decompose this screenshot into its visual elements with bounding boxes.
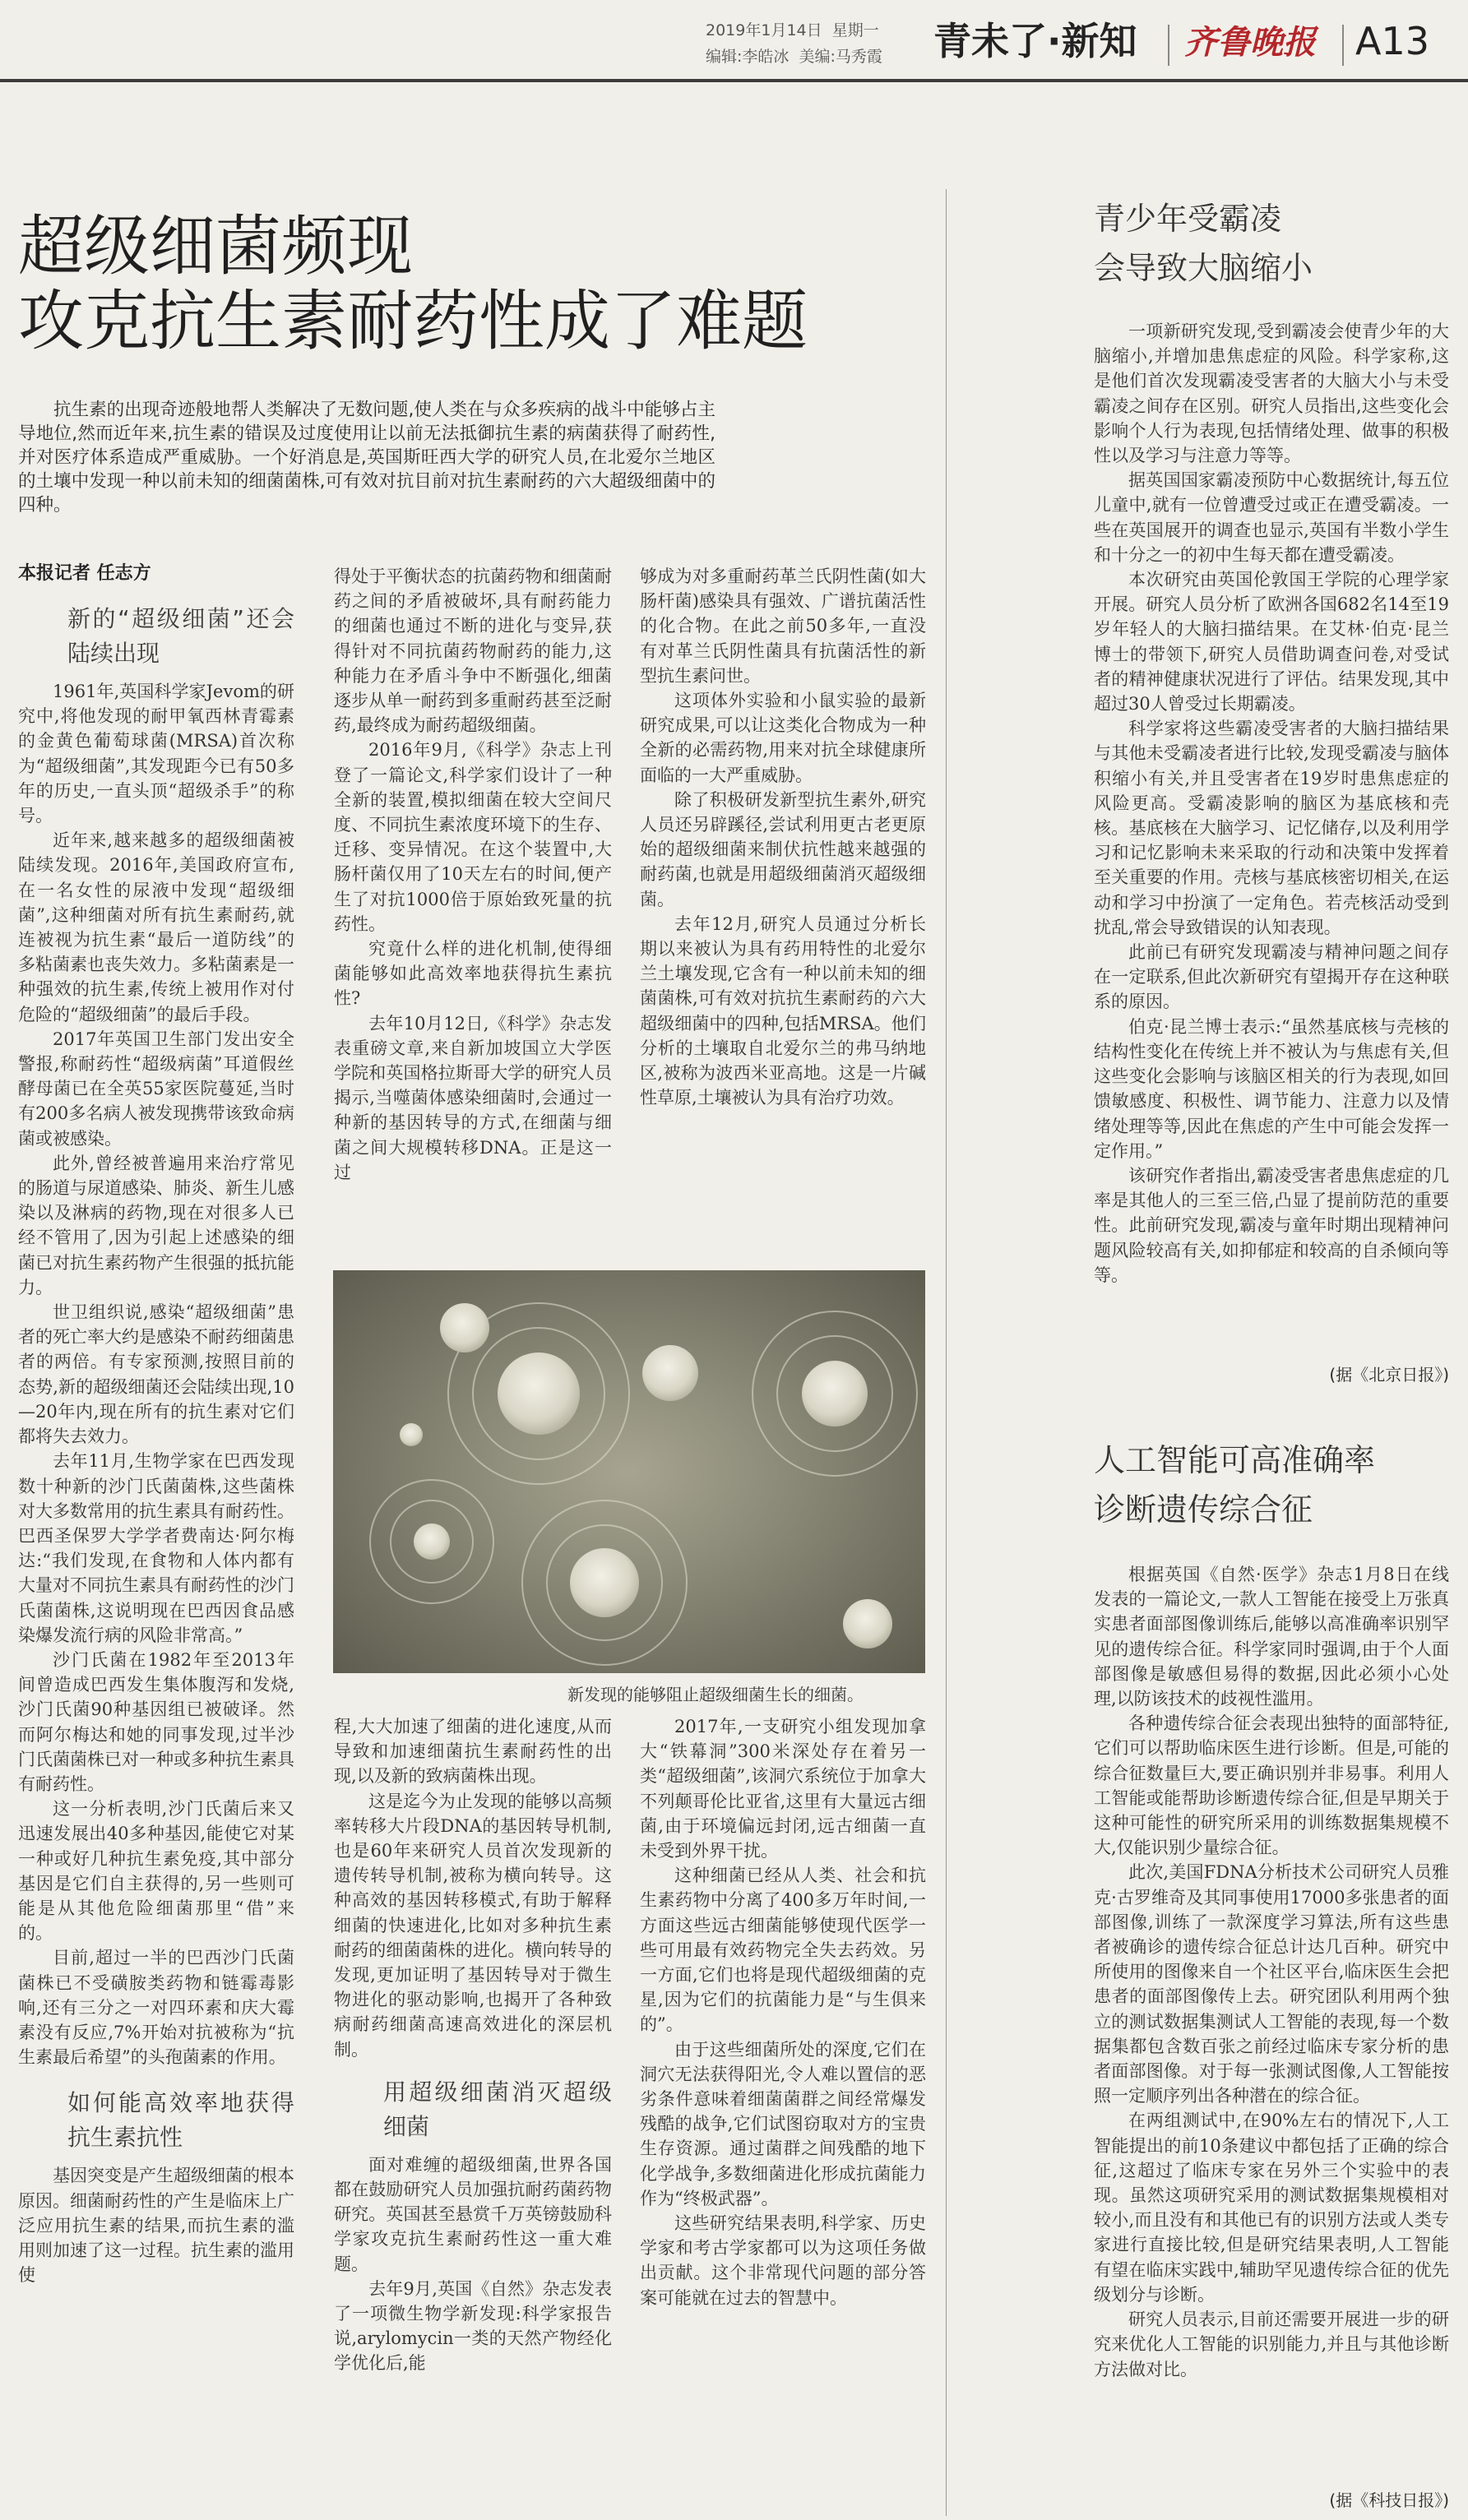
side1-paragraph: 一项新研究发现,受到霸凌会使青少年的大脑缩小,并增加患焦虑症的风险。科学家称,这是他们首次发现霸凌受害者的大脑大小与未受霸凌之间存在区别。研究人员指出,这些变化会影响个人行为表现,包括情绪处理、做事的积极性以及学习与注意力等等。 — [1094, 321, 1449, 466]
col2-paragraph: 得处于平衡状态的抗菌药物和细菌耐药之间的矛盾被破坏,具有耐药能力的细菌也通过不断的进化与变异,获得针对不同抗菌药物耐药的能力,这种能力在矛盾斗争中不断强化,细菌逐步从单一耐药到多重耐药甚至泛耐药,最终成为耐药超级细菌。 — [334, 566, 612, 736]
weekday-text: 星期一 — [831, 21, 879, 39]
col1-paragraph: 基因突变是产生超级细菌的根本原因。细菌耐药性的产生是临床上广泛应用抗生素的结果,而抗生素的滥用则加速了这一过程。抗生素的滥用使 — [18, 2166, 294, 2286]
header-divider-2 — [1342, 25, 1344, 66]
side2-paragraph: 此次,美国FDNA分析技术公司研究人员雅克·古罗维奇及其同事使用17000多张患者的面部图像,训练了一款深度学习算法,所有这些患者被确诊的遗传综合征总计达几百种。研究中所使用的图像来自一个社区平台,临床医生会把患者的面部图像传上去。研究团队利用两个独立的测试数据集测试人工智能的表现,每一个数据集都包含数百张之前经过临床专家分析的患者面部图像。对于每一张测试图像,人工智能按照一定顺序列出各种潜在的综合征。 — [1094, 1862, 1449, 2106]
section-name: 青未了·新知 — [933, 19, 1137, 63]
col1-paragraph: 近年来,越来越多的超级细菌被陆续发现。2016年,美国政府宣布,在一名女性的尿液中发现“超级细菌”,这种细菌对所有抗生素耐药,就连被视为抗生素“最后一道防线”的多粘菌素也丧失效力。多粘菌素是一种强效的抗生素,传统上被用作对付危险的“超级细菌”的最后手段。 — [18, 830, 294, 1024]
side1-title-1: 青少年受霸凌 — [1094, 201, 1282, 237]
col1-paragraph: 这一分析表明,沙门氏菌后来又迅速发展出40多种基因,能使它对某一种或好几种抗生素免疫,其中部分基因是它们自主获得的,另一些则可能是从其他危险细菌那里“借”来的。 — [18, 1799, 294, 1944]
header-divider — [1168, 25, 1169, 66]
editor-credits — [706, 44, 882, 67]
header-rule — [0, 79, 1468, 82]
bacteria-photo — [333, 1270, 925, 1673]
side1-title-2: 会导致大脑缩小 — [1094, 250, 1313, 286]
subheading-new-superbugs: 新的“超级细菌”还会陆续出现 — [67, 605, 294, 667]
column-3-top — [640, 564, 926, 1238]
col1-paragraph: 沙门氏菌在1982年至2013年间曾造成巴西发生集体腹泻和发烧,沙门氏菌90种基因组已被破译。然而阿尔梅达和她的同事发现,过半沙门氏菌菌株已对一种或多种抗生素具有耐药性。 — [18, 1649, 294, 1794]
side2-title-1: 人工智能可高准确率 — [1094, 1442, 1376, 1478]
col2-paragraph: 2016年9月,《科学》杂志上刊登了一篇论文,科学家们设计了一种全新的装置,模拟细菌在较大空间尺度、不同抗生素浓度环境下的生存、迁移、变异情况。在这个装置中,大肠杆菌仅用了10天左右的时间,便产生了对抗1000倍于原始致死量的抗药性。 — [334, 740, 612, 934]
side2-paragraph: 各种遗传综合征会表现出独特的面部特征,它们可以帮助临床医生进行诊断。但是,可能的综合征数量巨大,要正确识别并非易事。利用人工智能或能帮助诊断遗传综合征,但是早期关于这种可能性的研究所采用的训练数据集规模不大,仅能识别少量综合征。 — [1094, 1713, 1449, 1858]
side1-paragraph: 本次研究由英国伦敦国王学院的心理学家开展。研究人员分析了欧洲各国682名14至19岁年轻人的大脑扫描结果。在艾林·伯克·昆兰博士的带领下,研究人员借助调查问卷,对受试者的精神健康状况进行了评估。结果发现,其中超过30人曾受过长期霸凌。 — [1094, 570, 1449, 714]
date-text: 2019年1月14日 — [706, 21, 822, 39]
col3-paragraph: 这项体外实验和小鼠实验的最新研究成果,可以让这类化合物成为一种全新的必需药物,用来对抗全球健康所面临的一大严重威胁。 — [640, 691, 926, 785]
col1-paragraph: 2017年英国卫生部门发出安全警报,称耐药性“超级病菌”耳道假丝酵母菌已在全英55家医院蔓延,当时有200多名病人被发现携带该致命病菌或被感染。 — [18, 1029, 294, 1149]
col3-paragraph: 够成为对多重耐药革兰氏阴性菌(如大肠杆菌)感染具有强效、广谱抗菌活性的化合物。在此之前50多年,一直没有对革兰氏阴性菌具有抗菌活性的新型抗生素问世。 — [640, 566, 926, 686]
photo-caption: 新发现的能够阻止超级细菌生长的细菌。 — [567, 1685, 864, 1704]
column-3-bottom — [640, 1714, 926, 2504]
side1-paragraph: 伯克·昆兰博士表示:“虽然基底核与壳核的结构性变化在传统上并不被认为与焦虑有关,但这些变化会影响与该脑区相关的行为表现,如回馈敏感度、积极性、调节能力、注意力以及情绪处理等等,因此在焦虑的产生中可能会发挥一定作用。” — [1094, 1016, 1449, 1161]
col1-paragraph: 世卫组织说,感染“超级细菌”患者的死亡率大约是感染不耐药细菌患者的两倍。有专家预测,按照目前的态势,新的超级细菌还会陆续出现,10—20年内,现在所有的抗生素对它们都将失去效力。 — [18, 1302, 294, 1447]
headline-1: 超级细菌频现 — [18, 208, 413, 284]
col3-paragraph: 除了积极研发新型抗生素外,研究人员还另辟蹊径,尝试利用更古老更原始的超级细菌来制伏抗性越来越强的耐药菌,也就是用超级细菌消灭超级细菌。 — [640, 789, 926, 909]
side2-title-2: 诊断遗传综合征 — [1094, 1491, 1313, 1528]
lead-paragraph — [18, 398, 715, 517]
col2-paragraph: 究竟什么样的进化机制,使得细菌能够如此高效率地获得抗生素抗性? — [334, 939, 612, 1009]
side1-paragraph: 该研究作者指出,霸凌受害者患焦虑症的几率是其他人的三至三倍,凸显了提前防范的重要性。此前研究发现,霸凌与童年时期出现精神问题风险较高有关,如抑郁症和较高的自杀倾向等等。 — [1094, 1165, 1449, 1285]
col3-paragraph: 这种细菌已经从人类、社会和抗生素药物中分离了400多万年时间,一方面这些远古细菌能够使现代医学一些可用最有效药物完全失去药效。另一方面,它们也将是现代超级细菌的克星,因为它们的抗菌能力是“与生俱来的”。 — [640, 1866, 926, 2035]
col1-paragraph: 目前,超过一半的巴西沙门氏菌菌株已不受磺胺类药物和链霉毒影响,还有三分之一对四环素和庆大霉素没有反应,7%开始对抗被称为“抗生素最后希望”的头孢菌素的作用。 — [18, 1948, 294, 2068]
side1-source: (据《北京日报》) — [1329, 1365, 1449, 1385]
column-2-top — [334, 564, 612, 1238]
side1-paragraph: 据英国国家霸凌预防中心数据统计,每五位儿童中,就有一位曾遭受过或正在遭受霸凌。一些在英国展开的调查也显示,英国有半数小学生和十分之一的初中生每天都在遭受霸凌。 — [1094, 470, 1449, 565]
col3-paragraph: 去年12月,研究人员通过分析长期以来被认为具有药用特性的北爱尔兰土壤发现,它含有一种以前未知的细菌菌株,可有效对抗抗生素耐药的六大超级细菌中的四种,包括MRSA。他们分析的土壤取自北爱尔兰的弗马纳地区,被称为波西米亚高地。这是一片碱性草原,土壤被认为具有治疗功效。 — [640, 913, 926, 1108]
col2-paragraph: 程,大大加速了细菌的进化速度,从而导致和加速细菌抗生素耐药性的出现,以及新的致病菌株出现。 — [334, 1717, 612, 1787]
petri-dish-illustration — [333, 1270, 925, 1673]
col1-paragraph: 1961年,英国科学家Jevom的研究中,将他发现的耐甲氧西林青霉素的金黄色葡萄球菌(MRSA)首次称为“超级细菌”,其发现距今已有50多年的历史,一直头顶“超级杀手”的称号。 — [18, 682, 294, 826]
lead-text: 抗生素的出现奇迹般地帮人类解决了无数问题,使人类在与众多疾病的战斗中能够占主导地位,然而近年来,抗生素的错误及过度使用让以前无法抵御抗生素的病菌获得了耐药性,并对医疗体系造成严重威胁。一个好消息是,英国斯旺西大学的研究人员,在北爱尔兰地区的土壤中发现一种以前未知的细菌菌株,可有效对抗目前对抗生素耐药的六大超级细菌中的四种。 — [18, 400, 715, 516]
side1-body — [1094, 319, 1449, 1355]
side1-paragraph: 此前已有研究发现霸凌与精神问题之间存在一定联系,但此次新研究有望揭开存在这种联系的原因。 — [1094, 942, 1449, 1012]
side2-paragraph: 根据英国《自然·医学》杂志1月8日在线发表的一篇论文,一款人工智能在接受上万张真实患者面部图像训练后,能够以高准确率识别罕见的遗传综合征。科学家同时强调,由于个人面部图像是敏感但易得的数据,因此必须小心处理,以防该技术的歧视性滥用。 — [1094, 1565, 1449, 1709]
side2-paragraph: 在两组测试中,在90%左右的情况下,人工智能提出的前10条建议中都包括了正确的综合征,这超过了临床专家在另外三个实验中的表现。虽然这项研究采用的测试数据集规模相对较小,而且没有和其他已有的识别方法或人类专家进行直接比较,但是研究结果表明,人工智能有望在临床实践中,辅助罕见遗传综合征的优先级划分与诊断。 — [1094, 2111, 1449, 2305]
byline: 本报记者 任志方 — [18, 563, 151, 584]
headline-2: 攻克抗生素耐药性成了难题 — [18, 283, 808, 359]
col3-paragraph: 2017年,一支研究小组发现加拿大“铁幕洞”300米深处存在着另一类“超级细菌”,该洞穴系统位于加拿大不列颠哥伦比亚省,这里有大量远古细菌,由于环境偏远封闭,远古细菌一直未受到外界干扰。 — [640, 1717, 926, 1861]
editor-text: 编辑:李皓冰 — [706, 48, 790, 66]
col2-paragraph: 去年9月,英国《自然》杂志发表了一项微生物学新发现:科学家报告说,arylomycin一类的天然产物经化学优化后,能 — [334, 2278, 612, 2374]
col2-paragraph: 面对难缠的超级细菌,世界各国都在鼓励研究人员加强抗耐药菌药物研究。英国甚至悬赏千万英镑鼓励科学家攻克抗生素耐药性这一重大难题。 — [334, 2154, 612, 2274]
sidebar-divider — [946, 189, 947, 2516]
newspaper-logo: 齐鲁晚报 — [1184, 23, 1316, 62]
column-1 — [18, 595, 294, 2503]
col3-paragraph: 这些研究结果表明,科学家、历史学家和考古学家都可以为这项任务做出贡献。这个非常现代问题的部分答案可能就在过去的智慧中。 — [640, 2213, 926, 2308]
side2-body — [1094, 1562, 1449, 2475]
designer-text: 美编:马秀霞 — [799, 48, 882, 66]
subheading-resistance: 如何能高效率地获得抗生素抗性 — [67, 2089, 294, 2152]
side1-paragraph: 科学家将这些霸凌受害者的大脑扫描结果与其他未受霸凌者进行比较,发现受霸凌与脑体积缩小有关,并且受害者在19岁时患焦虑症的风险更高。受霸凌影响的脑区为基底核和壳核。基底核在大脑学习、记忆储存,以及利用学习和记忆影响未来采取的行动和决策中发挥着至关重要的作用。壳核与基底核密切相关,在运动和学习中扮演了一定角色。若壳核活动受到扰乱,常会导致错误的认知表现。 — [1094, 719, 1449, 937]
col1-paragraph: 去年11月,生物学家在巴西发现数十种新的沙门氏菌菌株,这些菌株对大多数常用的抗生素具有耐药性。巴西圣保罗大学学者费南达·阿尔梅达:“我们发现,在食物和人体内都有大量对不同抗生素具有耐药性的沙门氏菌菌株,这说明现在巴西因食品感染爆发流行病的风险非常高。” — [18, 1451, 294, 1645]
side2-paragraph: 研究人员表示,目前还需要开展进一步的研究来优化人工智能的识别能力,并且与其他诊断方法做对比。 — [1094, 2310, 1449, 2379]
issue-date — [706, 18, 879, 40]
col1-paragraph: 此外,曾经被普遍用来治疗常见的肠道与尿道感染、肺炎、新生儿感染以及淋病的药物,现在对很多人已经不管用了,因为引起上述感染的细菌已对抗生素药物产生很强的抵抗能力。 — [18, 1153, 294, 1297]
page-number: A13 — [1355, 19, 1430, 63]
subheading-superbug-vs-superbug: 用超级细菌消灭超级细菌 — [383, 2078, 612, 2140]
col2-paragraph: 这是迄今为止发现的能够以高频率转移大片段DNA的基因转导机制,也是60年来研究人员首次发现新的遗传转导机制,被称为横向转导。这种高效的基因转移模式,有助于解释细菌的快速进化,比如对多种抗生素耐药的细菌菌株的进化。横向转导的发现,更加证明了基因转导对于微生物进化的驱动影响,也揭开了各种致病耐药细菌高速高效进化的深层机制。 — [334, 1791, 612, 2060]
side2-source: (据《科技日报》) — [1329, 2490, 1449, 2510]
col3-paragraph: 由于这些细菌所处的深度,它们在洞穴无法获得阳光,令人难以置信的恶劣条件意味着细菌菌群之间经常爆发残酷的战争,它们试图窃取对方的宝贵生存资源。通过菌群之间残酷的地下化学战争,多数细菌进化形成抗菌能力作为“终极武器”。 — [640, 2039, 926, 2208]
column-2-bottom — [334, 1714, 612, 2504]
col2-paragraph: 去年10月12日,《科学》杂志发表重磅文章,来自新加坡国立大学医学院和英国格拉斯哥大学的研究人员揭示,当噬菌体感染细菌时,会通过一种新的基因转导的方式,在细菌与细菌之间大规模转移DNA。正是这一过 — [334, 1013, 612, 1182]
